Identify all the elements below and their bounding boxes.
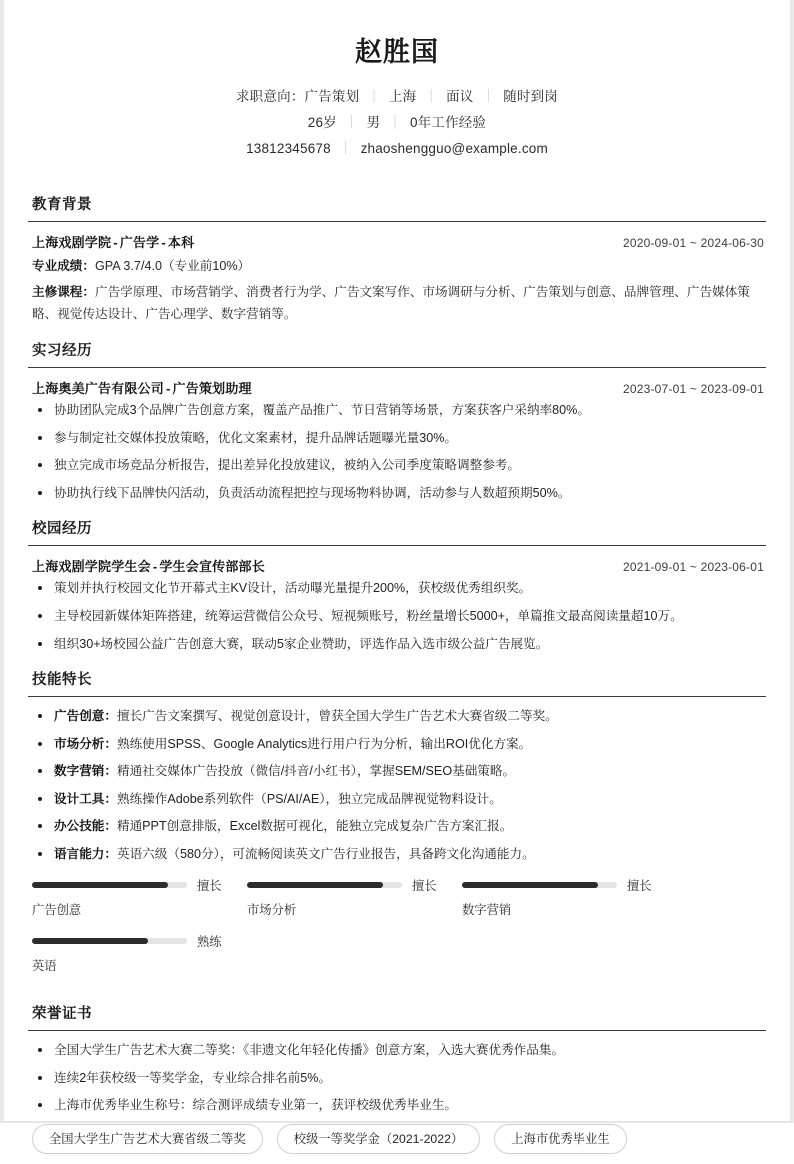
list-item: 独立完成市场竞品分析报告，提出差异化投放建议，被纳入公司季度策略调整参考。 <box>32 456 764 476</box>
campus-entry-title <box>32 556 265 575</box>
skill-bar-row <box>462 876 677 894</box>
list-item: 连续2年获校级一等奖学金，专业综合排名前5%。 <box>32 1069 764 1089</box>
list-item: 主导校园新媒体矩阵搭建，统筹运营微信公众号、短视频账号，粉丝量增长5000+，单篇推文最高阅读量超10万。 <box>32 607 764 627</box>
section-campus <box>28 517 766 654</box>
job-intent-city: 上海 <box>388 89 417 105</box>
section-divider <box>28 545 766 546</box>
dash-separator: - <box>166 381 171 397</box>
skill-bar-level: 擅长 <box>627 879 652 894</box>
personal-info-line <box>28 110 766 136</box>
education-major: 广告学 <box>119 235 160 251</box>
skill-bar-track <box>247 882 402 888</box>
skill-bar-level: 擅长 <box>412 879 437 894</box>
candidate-name: 赵胜国 <box>355 37 439 67</box>
list-item: 全国大学生广告艺术大赛二等奖：《非遗文化年轻化传播》创意方案，入选大赛优秀作品集。 <box>32 1041 764 1061</box>
skill-desc: 英语六级（580分），可流畅阅读英文广告行业报告，具备跨文化沟通能力。 <box>116 846 535 861</box>
separator-icon: ｜ <box>481 89 496 105</box>
contact-email[interactable]: zhaoshengguo@example.com <box>360 140 548 156</box>
skill-desc: 熟练使用SPSS、Google Analytics进行用户行为分析，输出ROI优化方案。 <box>116 736 532 751</box>
job-intent-label: 求职意向： <box>235 89 305 105</box>
skill-bar-level: 熟练 <box>197 935 222 950</box>
personal-experience: 0年工作经验 <box>410 115 487 131</box>
job-intent-availability: 随时到岗 <box>503 89 559 105</box>
section-divider <box>28 1030 766 1031</box>
education-date-range: 2020-09-01 ~ 2024-06-30 <box>622 236 764 251</box>
campus-entry <box>28 556 766 654</box>
campus-bullet-list <box>28 579 766 654</box>
honor-tag[interactable]: 校级一等奖学金（2021-2022） <box>277 1124 480 1155</box>
education-school: 上海戏剧学院 <box>32 235 112 251</box>
skill-bar-track <box>32 882 187 888</box>
section-title-education: 教育背景 <box>32 197 92 214</box>
honor-tag[interactable]: 全国大学生广告艺术大赛省级二等奖 <box>32 1124 263 1155</box>
campus-date-range: 2021-09-01 ~ 2023-06-01 <box>622 560 764 575</box>
separator-icon: ｜ <box>388 115 402 131</box>
skill-desc: 擅长广告文案撰写、视觉创意设计，曾获全国大学生广告艺术大赛省级二等奖。 <box>116 709 558 724</box>
internship-role: 广告策划助理 <box>172 381 252 397</box>
personal-age: 26岁 <box>307 115 337 131</box>
separator-icon: ｜ <box>424 89 439 105</box>
job-intent-position: 广告策划 <box>304 89 360 105</box>
skills-bullet-list <box>28 707 766 864</box>
education-courses-value: 广告学原理、市场营销学、消费者行为学、广告文案写作、市场调研与分析、广告策划与创意、品牌管理、广告媒体策略、视觉传达设计、广告心理学、数字营销等。 <box>32 285 750 322</box>
skill-bar-track <box>462 882 617 888</box>
resume-header <box>28 24 766 179</box>
skill-bar-item <box>462 876 677 918</box>
campus-role: 学生会宣传部部长 <box>159 559 265 575</box>
skill-bar-fill <box>247 882 383 888</box>
list-item <box>32 790 764 810</box>
education-gpa-row <box>28 251 766 277</box>
skill-term: 市场分析： <box>54 736 117 751</box>
section-title-honors: 荣誉证书 <box>32 1006 92 1023</box>
section-divider <box>28 367 766 368</box>
skill-term: 语言能力： <box>54 846 117 861</box>
resume-inner <box>4 0 790 1164</box>
section-skills <box>28 668 766 988</box>
list-item: 上海市优秀毕业生称号：综合测评成绩专业第一，获评校级优秀毕业生。 <box>32 1096 764 1116</box>
honors-bullet-list <box>28 1041 766 1116</box>
education-courses-row <box>28 277 766 325</box>
dash-separator: - <box>152 559 158 575</box>
skill-bar-name: 市场分析 <box>247 903 297 918</box>
internship-entry-title <box>32 378 252 397</box>
job-intent-salary: 面议 <box>446 89 474 105</box>
skill-bar-item <box>247 876 462 918</box>
skill-desc: 熟练操作Adobe系列软件（PS/AI/AE），独立完成品牌视觉物料设计。 <box>116 791 502 806</box>
skill-bar-level: 擅长 <box>197 879 222 894</box>
separator-icon: ｜ <box>344 115 359 131</box>
internship-entry-head <box>28 378 766 397</box>
skill-desc: 精通社交媒体广告投放（微信/抖音/小红书），掌握SEM/SEO基础策略。 <box>116 764 516 779</box>
skill-term: 设计工具： <box>54 791 117 806</box>
education-courses-label: 主修课程： <box>32 285 95 300</box>
education-entry-title <box>32 232 194 251</box>
skill-bar-row <box>32 876 247 894</box>
skill-bar-row <box>32 932 247 950</box>
education-entry <box>28 232 766 325</box>
section-divider <box>28 221 766 222</box>
list-item <box>32 735 764 755</box>
section-title-skills: 技能特长 <box>32 672 92 689</box>
campus-org: 上海戏剧学院学生会 <box>32 559 151 575</box>
separator-icon: ｜ <box>338 140 353 156</box>
honor-tag-group <box>28 1118 766 1164</box>
personal-gender: 男 <box>366 115 381 131</box>
list-item: 参与制定社交媒体投放策略，优化文案素材，提升品牌话题曝光量30%。 <box>32 429 764 449</box>
skill-bar-fill <box>462 882 598 888</box>
dash-separator: - <box>161 235 166 251</box>
education-entry-head <box>28 232 766 251</box>
skill-desc: 精通PPT创意排版，Excel数据可视化，能独立完成复杂广告方案汇报。 <box>116 819 513 834</box>
skill-bar-item <box>32 876 247 918</box>
list-item: 策划并执行校园文化节开幕式主KV设计，活动曝光量提升200%，获校级优秀组织奖。 <box>32 579 764 599</box>
skill-term: 广告创意： <box>54 709 117 724</box>
honor-tag[interactable]: 上海市优秀毕业生 <box>494 1124 626 1155</box>
separator-icon: ｜ <box>367 89 381 105</box>
section-divider <box>28 696 766 697</box>
education-gpa-label: 专业成绩： <box>32 259 95 274</box>
section-title-campus: 校园经历 <box>32 521 92 538</box>
skill-bar-row <box>247 876 462 894</box>
skill-term: 办公技能： <box>54 819 117 834</box>
internship-company: 上海奥美广告有限公司 <box>32 381 165 397</box>
list-item <box>32 845 764 865</box>
internship-entry <box>28 378 766 503</box>
section-education <box>28 193 766 325</box>
education-gpa-value: GPA 3.7/4.0（专业前10%） <box>94 259 251 274</box>
list-item <box>32 817 764 837</box>
list-item: 组织30+场校园公益广告创意大赛，联动5家企业赞助，评选作品入选市级公益广告展览。 <box>32 635 764 655</box>
skill-bar-group <box>28 866 766 988</box>
list-item: 协助团队完成3个品牌广告创意方案，覆盖产品推广、节日营销等场景，方案获客户采纳率80%。 <box>32 401 764 421</box>
list-item <box>32 762 764 782</box>
skill-bar-name: 广告创意 <box>32 903 82 918</box>
skill-bar-track <box>32 938 187 944</box>
skill-bar-name: 英语 <box>32 959 57 974</box>
skill-bar-name: 数字营销 <box>462 903 512 918</box>
section-honors <box>28 1002 766 1164</box>
list-item: 协助执行线下品牌快闪活动，负责活动流程把控与现场物料协调，活动参与人数超预期50%。 <box>32 484 764 504</box>
skill-bar-item <box>32 932 247 974</box>
section-internship <box>28 339 766 503</box>
campus-entry-head <box>28 556 766 575</box>
internship-bullet-list <box>28 401 766 503</box>
job-intent-line <box>28 84 766 110</box>
skill-bar-fill <box>32 938 148 944</box>
skill-bar-fill <box>32 882 168 888</box>
education-degree: 本科 <box>167 235 195 251</box>
skill-term: 数字营销： <box>54 764 117 779</box>
section-title-internship: 实习经历 <box>32 343 92 360</box>
contact-info-line <box>28 136 766 162</box>
internship-date-range: 2023-07-01 ~ 2023-09-01 <box>622 382 764 397</box>
list-item <box>32 707 764 727</box>
dash-separator: - <box>113 235 118 251</box>
contact-phone[interactable]: 13812345678 <box>246 140 331 156</box>
